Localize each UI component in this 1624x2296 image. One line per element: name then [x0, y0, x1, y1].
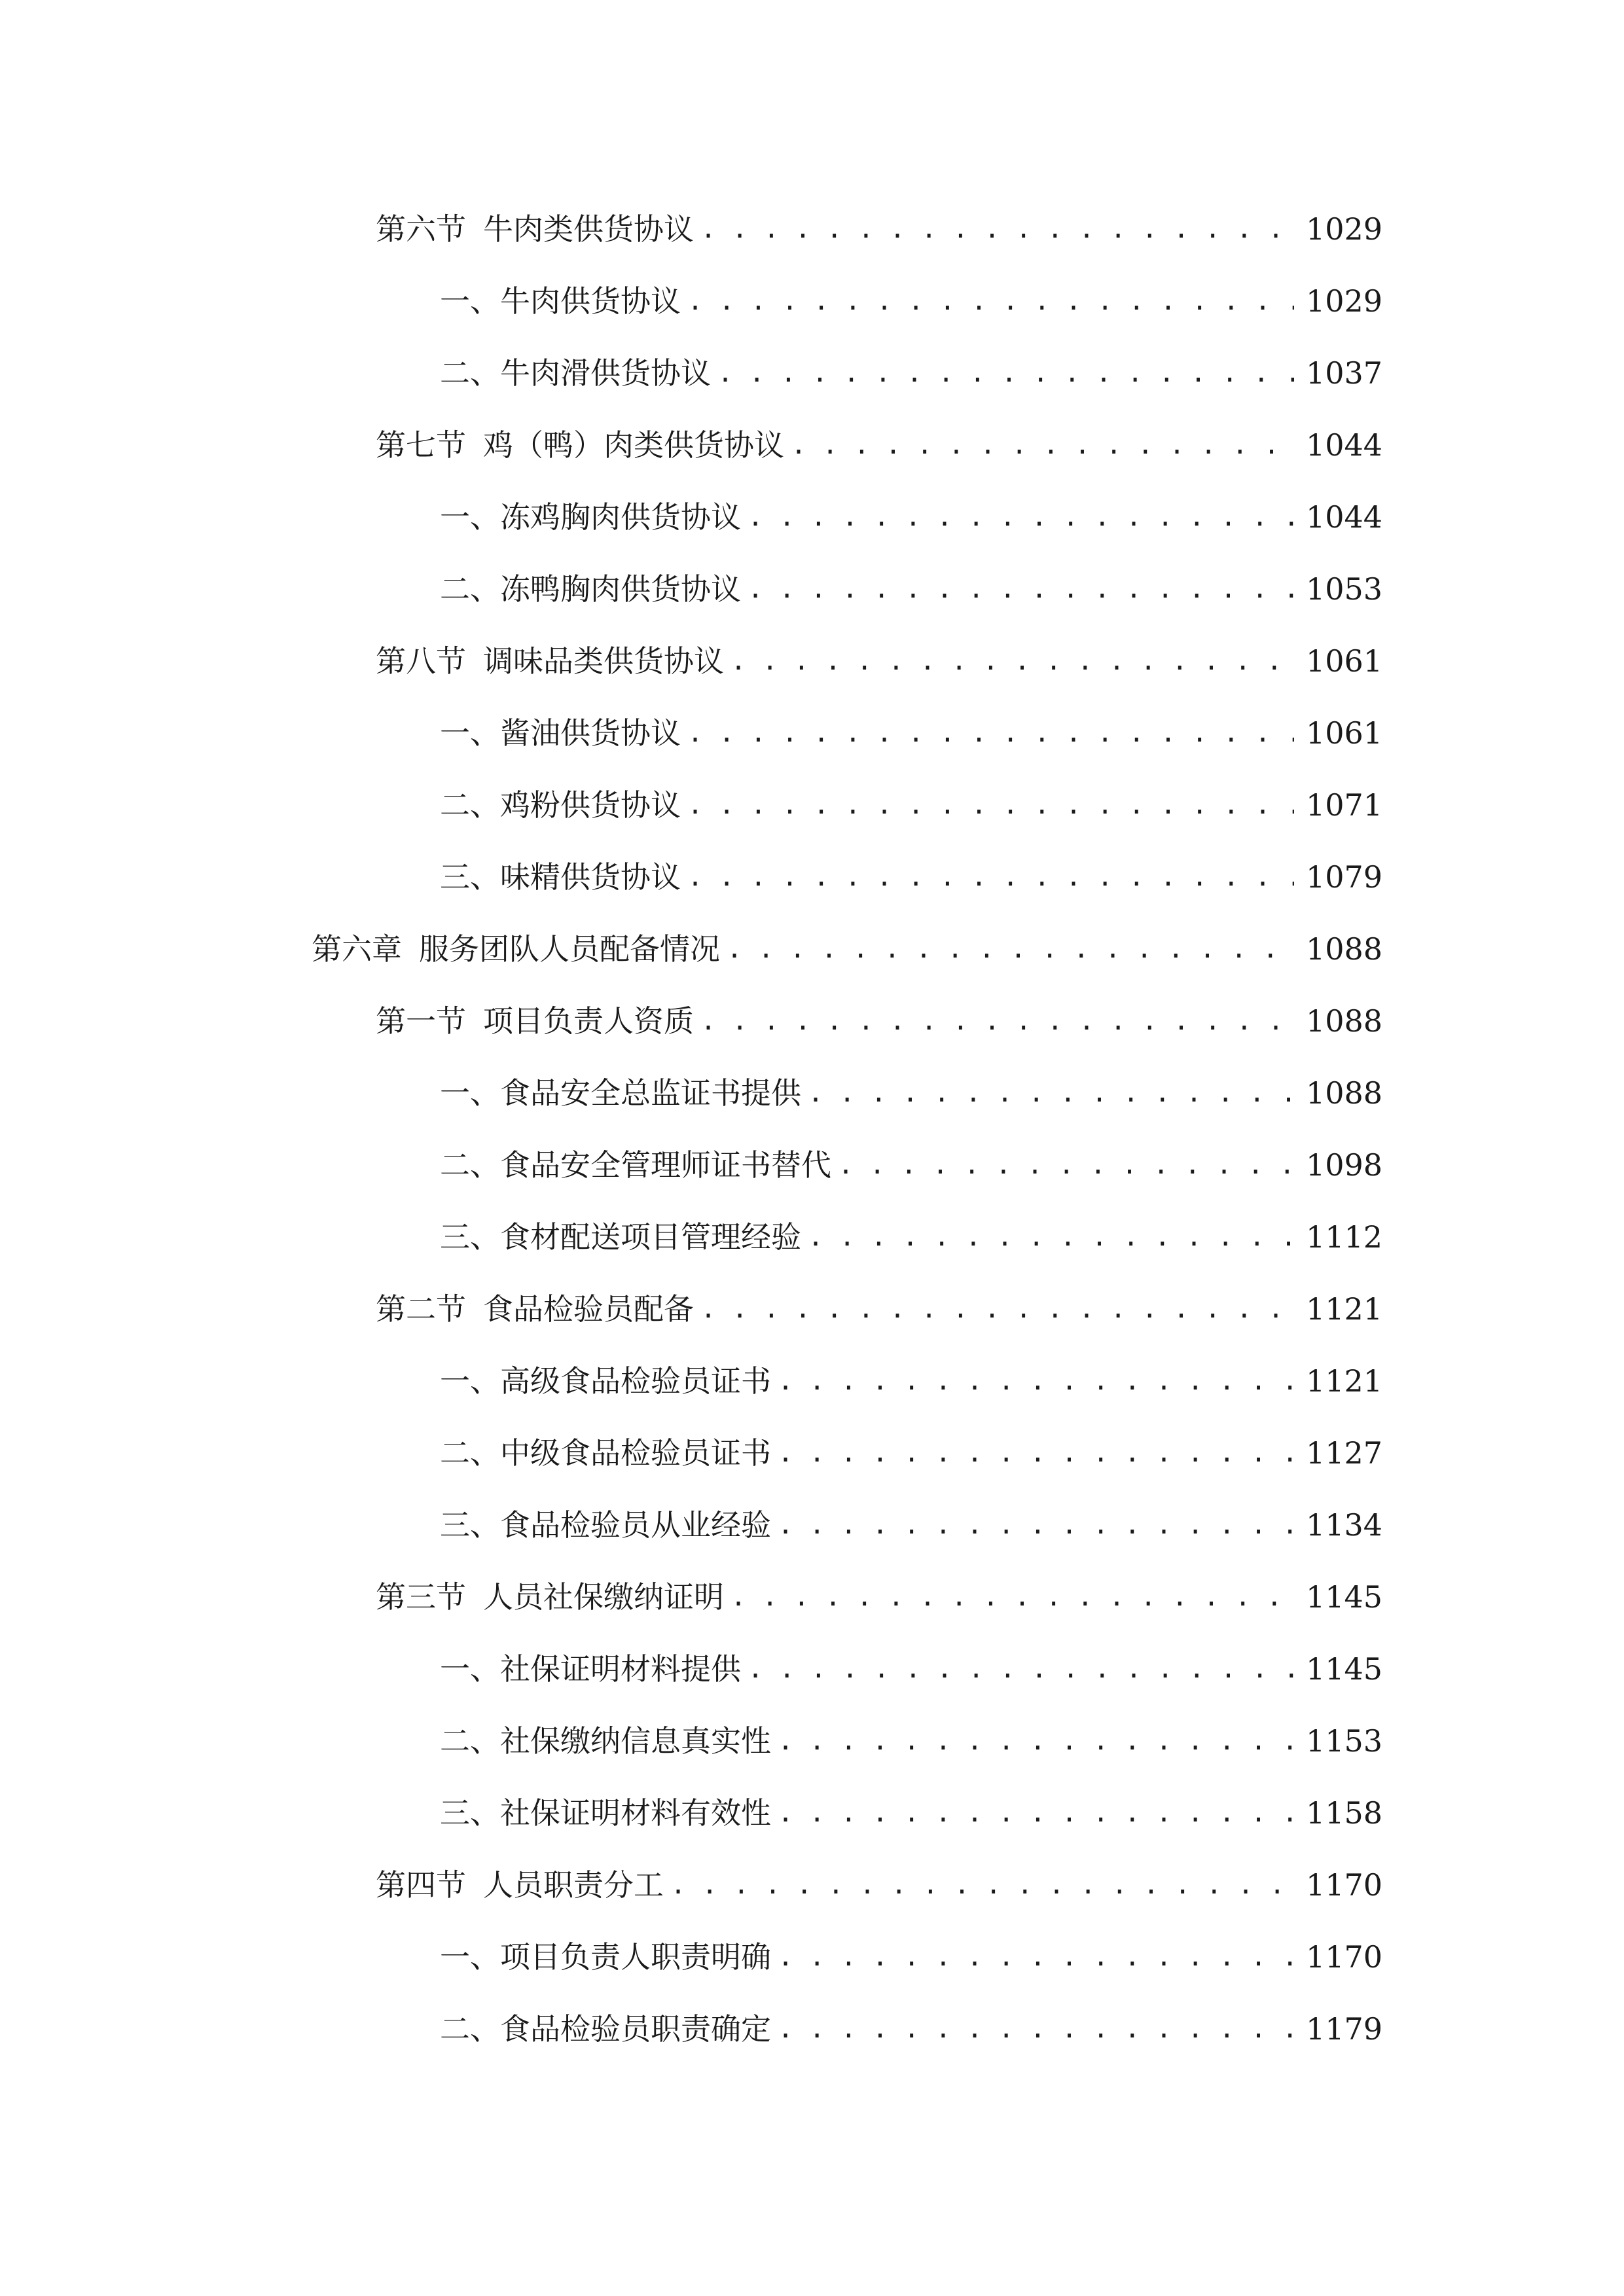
- toc-entry[interactable]: [376, 419, 1383, 471]
- toc-entry-title: 社保证明材料提供: [500, 1651, 741, 1687]
- toc-entry-title: 食品安全总监证书提供: [500, 1075, 801, 1111]
- toc-entry-number: 二、: [440, 1723, 500, 1759]
- toc-entry-page: 1112: [1306, 1219, 1383, 1255]
- toc-entry-number: 第六节: [376, 211, 466, 247]
- toc-entry-number: 一、: [440, 1363, 500, 1399]
- toc-entry-number: 一、: [440, 1939, 500, 1975]
- toc-entry-title: 食品检验员配备: [483, 1291, 694, 1327]
- toc-entry-page: 1044: [1306, 499, 1383, 535]
- toc-entry[interactable]: [376, 635, 1383, 687]
- dot-leader: [778, 1715, 1294, 1767]
- dot-leader: [808, 1211, 1294, 1263]
- toc-entry-title: 食品检验员从业经验: [500, 1507, 771, 1543]
- dot-leader: [778, 1355, 1294, 1407]
- toc-entry-title: 中级食品检验员证书: [500, 1435, 771, 1471]
- toc-entry-page: 1170: [1306, 1939, 1383, 1975]
- toc-entry[interactable]: [440, 491, 1383, 543]
- toc-entry-number: 一、: [440, 283, 500, 319]
- toc-entry-page: 1044: [1306, 427, 1383, 463]
- toc-entry-page: 1053: [1306, 571, 1383, 607]
- toc-entry-title: 人员职责分工: [483, 1867, 664, 1903]
- toc-entry-title: 牛肉供货协议: [500, 283, 681, 319]
- toc-entry-title: 鸡（鸭）肉类供货协议: [483, 427, 784, 463]
- toc-entry[interactable]: [376, 995, 1383, 1047]
- dot-leader: [687, 779, 1294, 831]
- dot-leader: [687, 707, 1294, 759]
- toc-entry-title: 食品安全管理师证书替代: [500, 1147, 831, 1183]
- dot-leader: [700, 995, 1294, 1047]
- toc-entry-title: 项目负责人职责明确: [500, 1939, 771, 1975]
- dot-leader: [778, 1931, 1294, 1983]
- toc-entry-number: 二、: [440, 1435, 500, 1471]
- toc-entry-number: 三、: [440, 859, 500, 895]
- toc-entry-title: 高级食品检验员证书: [500, 1363, 771, 1399]
- toc-entry[interactable]: [440, 779, 1383, 831]
- toc-entry-number: 三、: [440, 1795, 500, 1831]
- dot-leader: [778, 1427, 1294, 1479]
- toc-entry-title: 人员社保缴纳证明: [483, 1579, 724, 1615]
- toc-entry-page: 1127: [1306, 1435, 1383, 1471]
- toc-entry[interactable]: [440, 563, 1383, 615]
- dot-leader: [748, 491, 1294, 543]
- toc-entry-title: 鸡粉供货协议: [500, 787, 681, 823]
- toc-entry-page: 1134: [1306, 1507, 1383, 1543]
- toc-entry[interactable]: [440, 1067, 1383, 1119]
- toc-entry-page: 1029: [1306, 211, 1383, 247]
- toc-entry[interactable]: [440, 2003, 1383, 2055]
- dot-leader: [748, 1643, 1294, 1695]
- toc-entry-page: 1037: [1306, 355, 1383, 391]
- toc-entry-number: 二、: [440, 1147, 500, 1183]
- toc-entry-page: 1158: [1306, 1795, 1383, 1831]
- toc-entry-number: 二、: [440, 571, 500, 607]
- toc-entry-title: 味精供货协议: [500, 859, 681, 895]
- toc-entry-page: 1145: [1306, 1651, 1383, 1687]
- toc-entry[interactable]: [440, 1427, 1383, 1479]
- dot-leader: [731, 635, 1294, 687]
- toc-entry-page: 1029: [1306, 283, 1383, 319]
- dot-leader: [808, 1067, 1294, 1119]
- toc-entry[interactable]: [440, 1643, 1383, 1695]
- toc-entry-title: 服务团队人员配备情况: [419, 931, 720, 967]
- toc-entry-number: 第一节: [376, 1003, 466, 1039]
- toc-entry-number: 二、: [440, 355, 500, 391]
- toc-entry-title: 食品检验员职责确定: [500, 2011, 771, 2047]
- toc-entry-page: 1121: [1306, 1291, 1383, 1327]
- toc-entry[interactable]: [376, 1283, 1383, 1335]
- toc-entry-page: 1153: [1306, 1723, 1383, 1759]
- dot-leader: [700, 1283, 1294, 1335]
- toc-entry-title: 社保缴纳信息真实性: [500, 1723, 771, 1759]
- toc-entry[interactable]: [440, 1211, 1383, 1263]
- toc-entry-page: 1088: [1306, 931, 1383, 967]
- toc-entry-page: 1179: [1306, 2011, 1383, 2047]
- toc-entry[interactable]: [376, 203, 1383, 255]
- dot-leader: [700, 203, 1294, 255]
- toc-entry-title: 牛肉类供货协议: [483, 211, 694, 247]
- toc-entry-number: 第八节: [376, 643, 466, 679]
- dot-leader: [687, 851, 1294, 903]
- toc-entry[interactable]: [440, 1355, 1383, 1407]
- toc-entry[interactable]: [440, 347, 1383, 399]
- toc-entry-number: 一、: [440, 715, 500, 751]
- toc-entry-number: 二、: [440, 787, 500, 823]
- toc-entry-page: 1079: [1306, 859, 1383, 895]
- toc-entry-page: 1088: [1306, 1075, 1383, 1111]
- dot-leader: [791, 419, 1294, 471]
- toc-entry-number: 三、: [440, 1507, 500, 1543]
- dot-leader: [838, 1139, 1294, 1191]
- toc-entry-page: 1071: [1306, 787, 1383, 823]
- toc-entry-number: 一、: [440, 499, 500, 535]
- toc-entry[interactable]: [440, 851, 1383, 903]
- toc-entry-title: 食材配送项目管理经验: [500, 1219, 801, 1255]
- toc-entry[interactable]: [440, 1499, 1383, 1551]
- toc-entry[interactable]: [440, 1787, 1383, 1839]
- toc-entry-number: 第七节: [376, 427, 466, 463]
- dot-leader: [727, 923, 1294, 975]
- dot-leader: [731, 1571, 1294, 1623]
- toc-entry-title: 调味品类供货协议: [483, 643, 724, 679]
- toc-entry-page: 1170: [1306, 1867, 1383, 1903]
- toc-entry-title: 冻鸡胸肉供货协议: [500, 499, 741, 535]
- toc-entry-number: 一、: [440, 1651, 500, 1687]
- toc-entry-title: 项目负责人资质: [483, 1003, 694, 1039]
- toc-entry-page: 1061: [1306, 715, 1383, 751]
- toc-entry-title: 牛肉滑供货协议: [500, 355, 711, 391]
- toc-entry-page: 1121: [1306, 1363, 1383, 1399]
- dot-leader: [778, 2003, 1294, 2055]
- toc-entry[interactable]: [376, 1859, 1383, 1911]
- toc-entry-number: 二、: [440, 2011, 500, 2047]
- dot-leader: [687, 275, 1294, 327]
- toc-entry[interactable]: [440, 707, 1383, 759]
- toc-entry-number: 三、: [440, 1219, 500, 1255]
- toc-entry[interactable]: [376, 1571, 1383, 1623]
- dot-leader: [670, 1859, 1294, 1911]
- dot-leader: [778, 1499, 1294, 1551]
- toc-entry-number: 一、: [440, 1075, 500, 1111]
- toc-entry[interactable]: [312, 923, 1383, 975]
- toc-entry-page: 1145: [1306, 1579, 1383, 1615]
- toc-entry-page: 1088: [1306, 1003, 1383, 1039]
- toc-entry-page: 1098: [1306, 1147, 1383, 1183]
- toc-entry[interactable]: [440, 275, 1383, 327]
- toc-entry-page: 1061: [1306, 643, 1383, 679]
- toc-entry-title: 社保证明材料有效性: [500, 1795, 771, 1831]
- toc-entry[interactable]: [440, 1139, 1383, 1191]
- toc-entry-title: 酱油供货协议: [500, 715, 681, 751]
- dot-leader: [778, 1787, 1294, 1839]
- dot-leader: [717, 347, 1294, 399]
- toc-entry-title: 冻鸭胸肉供货协议: [500, 571, 741, 607]
- toc-entry[interactable]: [440, 1715, 1383, 1767]
- toc-entry-number: 第六章: [312, 931, 402, 967]
- toc-entry[interactable]: [440, 1931, 1383, 1983]
- toc-entry-number: 第三节: [376, 1579, 466, 1615]
- dot-leader: [748, 563, 1294, 615]
- toc-entry-number: 第四节: [376, 1867, 466, 1903]
- toc-entry-number: 第二节: [376, 1291, 466, 1327]
